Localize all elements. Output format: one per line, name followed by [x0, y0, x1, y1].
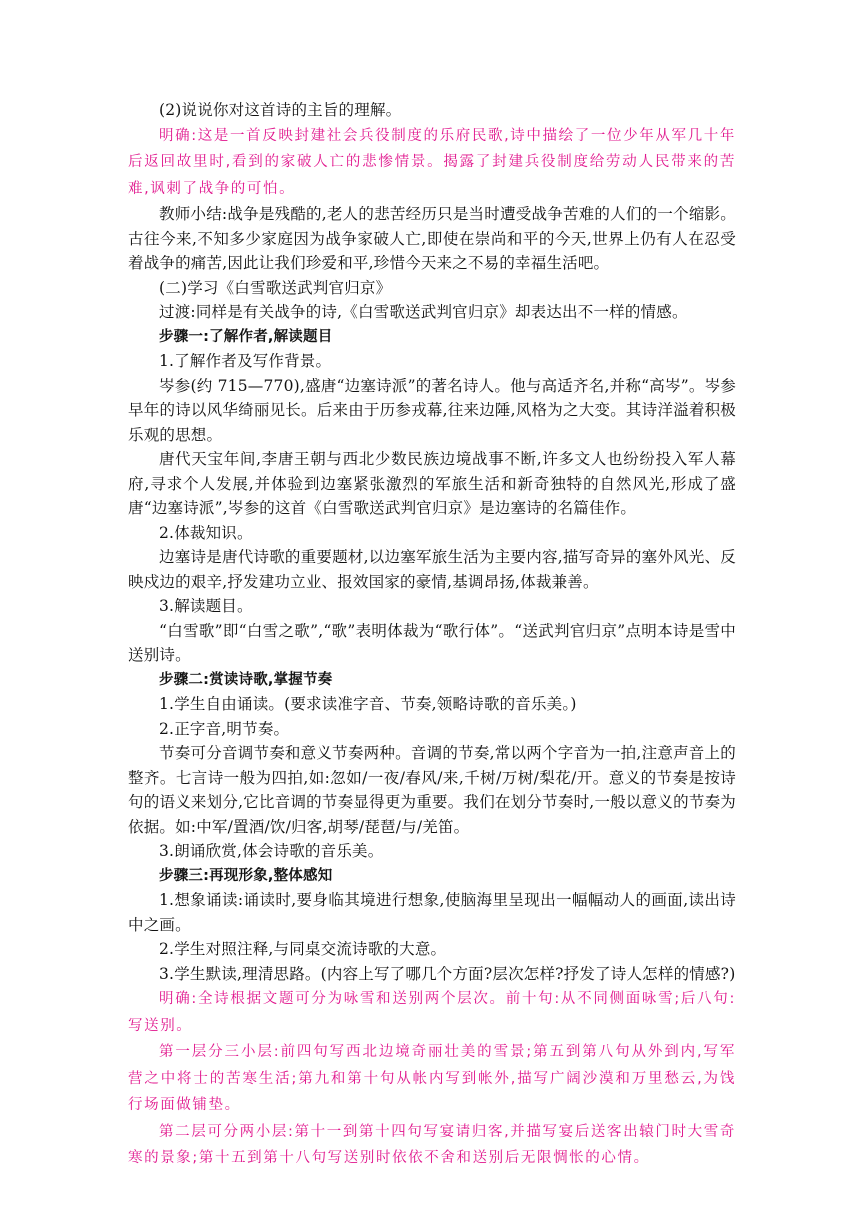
document-page	[128, 98, 736, 1172]
teacher-summary: 教师小结:战争是残酷的,老人的悲苦经历只是当时遭受战争苦难的人们的一个缩影。古往今来,不知多少家庭因为战争家破人亡,即使在崇尚和平的今天,世界上仍有人在忍受着战争的痛苦,因此让我们珍爱和平,珍惜今天来之不易的幸福生活吧。	[128, 205, 736, 272]
step-1-item-2: 2.体裁知识。	[159, 523, 253, 542]
step-3-item-2: 2.学生对照注释,与同桌交流诗歌的大意。	[159, 940, 447, 958]
answer-layer-1: 第一层分三小层:前四句写西北边境奇丽壮美的雪景;第五到第八句从外到内,写军营之中将士的苦寒生活;第九和第十句从帐内写到帐外,描写广阔沙漠和万里愁云,为饯行场面做铺垫。	[128, 1044, 736, 1113]
transition-paragraph: 过渡:同样是有关战争的诗,《白雪歌送武判官归京》却表达出不一样的情感。	[159, 303, 688, 321]
question-2: (2)说说你对这首诗的主旨的理解。	[159, 101, 402, 119]
writing-background: 唐代天宝年间,李唐王朝与西北少数民族边境战事不断,许多文人也纷纷投入军人幕府,寻求个人发展,并体验到边塞紧张激烈的军旅生活和新奇独特的自然风光,形成了盛唐“边塞诗派”,岑参的这首《白雪歌送武判官归京》是边塞诗的名篇佳作。	[128, 450, 736, 517]
section-heading-baixuege: (二)学习《白雪歌送武判官归京》	[159, 278, 392, 297]
rhythm-explanation: 节奏可分音调节奏和意义节奏两种。音调的节奏,常以两个字音为一拍,注意声音上的整齐。七言诗一般为四拍,如:忽如/一夜/春风/来,千树/万树/梨花/开。意义的节奏是按诗句的语义来划分,它比音调的节奏显得更为重要。我们在划分节奏时,一般以意义的节奏为依据。如:中军/置酒/饮/归客,胡琴/琵琶/与/羌笛。	[128, 744, 736, 836]
answer-theme: 明确:这是一首反映封建社会兵役制度的乐府民歌,诗中描绘了一位少年从军几十年后返回故里时,看到的家破人亡的悲惨情景。揭露了封建兵役制度给劳动人民带来的苦难,讽刺了战争的可怕。	[128, 127, 736, 197]
step-1-item-3: 3.解读题目。	[159, 597, 253, 615]
answer-layer-2: 第二层可分两小层:第十一到第十四句写宴请归客,并描写宴后送客出辕门时大雪奇寒的景象;第十五到第十八句写送别时依依不舍和送别后无限惆怅的心情。	[128, 1123, 736, 1166]
step-3-item-3: 3.学生默读,理清思路。(内容上写了哪几个方面?层次怎样?抒发了诗人怎样的情感?)	[159, 964, 736, 983]
step-1-item-1: 1.了解作者及写作背景。	[159, 352, 332, 370]
step-3-heading: 步骤三:再现形象,整体感知	[159, 867, 333, 884]
step-2-heading: 步骤二:赏读诗歌,掌握节奏	[159, 671, 333, 688]
title-interpretation: “白雪歌”即“白雪之歌”,“歌”表明体裁为“歌行体”。“送武判官归京”点明本诗是雪中送别诗。	[128, 621, 736, 664]
genre-knowledge: 边塞诗是唐代诗歌的重要题材,以边塞军旅生活为主要内容,描写奇异的塞外风光、反映戍边的艰辛,抒发建功立业、报效国家的豪情,基调昂扬,体裁兼善。	[128, 548, 736, 591]
step-2-item-3: 3.朗诵欣赏,体会诗歌的音乐美。	[159, 842, 384, 860]
step-3-item-1: 1.想象诵读:诵读时,要身临其境进行想象,使脑海里呈现出一幅幅动人的画面,读出诗中之画。	[128, 891, 736, 934]
step-1-heading: 步骤一:了解作者,解读题目	[159, 328, 333, 345]
author-intro: 岑参(约 715—770),盛唐“边塞诗派”的著名诗人。他与高适齐名,并称“高岑”。岑参早年的诗以风华绮丽见长。后来由于历参戎幕,往来边陲,风格为之大变。其诗洋溢着积极乐观的思想。	[128, 376, 736, 444]
step-2-item-2: 2.正字音,明节奏。	[159, 719, 290, 738]
answer-structure: 明确:全诗根据文题可分为咏雪和送别两个层次。前十句:从不同侧面咏雪;后八句:写送别。	[128, 991, 736, 1034]
step-2-item-1: 1.学生自由诵读。(要求读准字音、节奏,领略诗歌的音乐美。)	[159, 695, 577, 713]
